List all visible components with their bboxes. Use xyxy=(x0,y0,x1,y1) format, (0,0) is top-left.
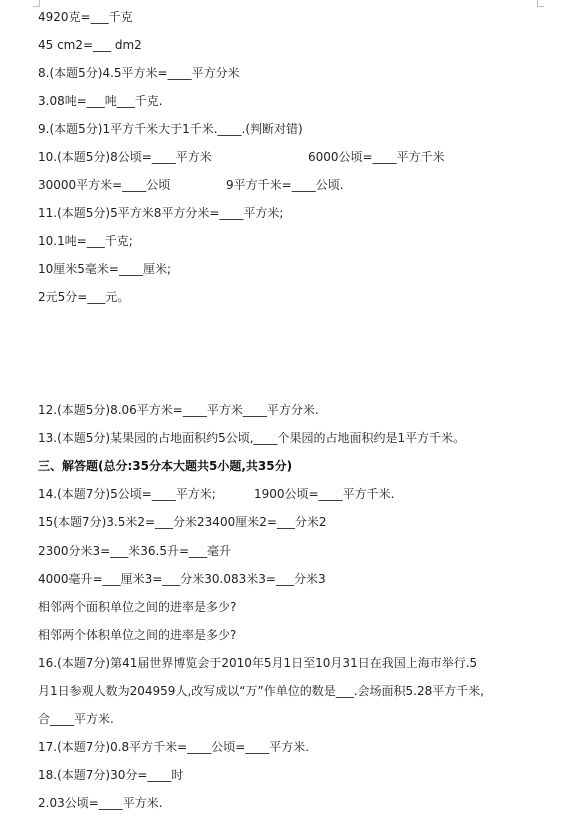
question-line xyxy=(38,149,212,165)
question-line xyxy=(38,121,303,137)
line-text: 11.(本题5分)5平方米8平方分米=____平方米; xyxy=(38,206,284,220)
question-line xyxy=(38,514,327,530)
question-line xyxy=(38,627,236,643)
question-line xyxy=(38,739,309,755)
question-line xyxy=(38,655,477,671)
line-text: 2.03公顷=____平方米. xyxy=(38,796,163,810)
question-line xyxy=(38,289,129,305)
question-line xyxy=(38,599,236,615)
page-corner-mark-right xyxy=(537,0,544,7)
question-line xyxy=(38,9,133,25)
page-corner-mark-left xyxy=(33,0,40,7)
line-text: 1900公顷=____平方千米. xyxy=(254,487,395,501)
line-text: 14.(本题7分)5公顷=____平方米; xyxy=(38,487,216,501)
line-text: 合____平方米. xyxy=(38,712,114,726)
question-line xyxy=(38,205,283,221)
line-text: 4920克=___千克 xyxy=(38,10,133,24)
line-text: 2元5分=___元。 xyxy=(38,290,130,304)
question-line xyxy=(38,430,465,446)
line-text: 2300分米3=___米36.5升=___毫升 xyxy=(38,544,232,558)
line-text: 30000平方米=____公顷 xyxy=(38,178,171,192)
line-text: 10.1吨=___千克; xyxy=(38,234,133,248)
line-text: 45 cm2=___ dm2 xyxy=(38,38,142,52)
line-text: 10.(本题5分)8公顷=____平方米 xyxy=(38,150,212,164)
line-text: 相邻两个体积单位之间的进率是多少? xyxy=(38,628,237,642)
question-line xyxy=(38,767,183,783)
line-text: 9.(本题5分)1平方千米大于1千米.____.(判断对错) xyxy=(38,122,303,136)
question-line-right xyxy=(254,486,394,502)
line-text: 16.(本题7分)第41届世界博览会于2010年5月1日至10月31日在我国上海市举行.5 xyxy=(38,656,478,670)
question-line xyxy=(38,37,142,53)
question-line xyxy=(38,65,240,81)
line-text: 相邻两个面积单位之间的进率是多少? xyxy=(38,600,237,614)
line-text: 月1日参观人数为204959人,改写成以“万”作单位的数是___.会场面积5.28平方千米, xyxy=(38,684,485,698)
question-line xyxy=(38,795,163,811)
section-heading xyxy=(38,458,292,474)
question-line xyxy=(38,711,114,727)
question-line-right xyxy=(226,177,344,193)
question-line xyxy=(38,233,133,249)
line-text: 10厘米5毫米=____厘米; xyxy=(38,262,172,276)
line-text: 3.08吨=___吨___千克. xyxy=(38,94,163,108)
question-line xyxy=(38,571,326,587)
line-text: 12.(本题5分)8.06平方米=____平方米____平方分米. xyxy=(38,403,319,417)
question-line xyxy=(38,683,484,699)
line-text: 三、解答题(总分:35分本大题共5小题,共35分) xyxy=(38,459,293,473)
question-line xyxy=(38,93,163,109)
line-text: 17.(本题7分)0.8平方千米=____公顷=____平方米. xyxy=(38,740,310,754)
question-line-right xyxy=(308,149,445,165)
line-text: 18.(本题7分)30分=____时 xyxy=(38,768,184,782)
line-text: 13.(本题5分)某果园的占地面积约5公顷,____个果园的占地面积约是1平方千米。 xyxy=(38,431,466,445)
question-line xyxy=(38,402,319,418)
question-line xyxy=(38,261,171,277)
question-line xyxy=(38,543,231,559)
line-text: 6000公顷=____平方千米 xyxy=(308,150,445,164)
line-text: 15(本题7分)3.5米2=___分米23400厘米2=___分米2 xyxy=(38,515,327,529)
line-text: 4000毫升=___厘米3=___分米30.083米3=___分米3 xyxy=(38,572,326,586)
line-text: 9平方千米=____公顷. xyxy=(226,178,344,192)
line-text: 8.(本题5分)4.5平方米=____平方分米 xyxy=(38,66,240,80)
question-line xyxy=(38,177,170,193)
question-line xyxy=(38,486,216,502)
